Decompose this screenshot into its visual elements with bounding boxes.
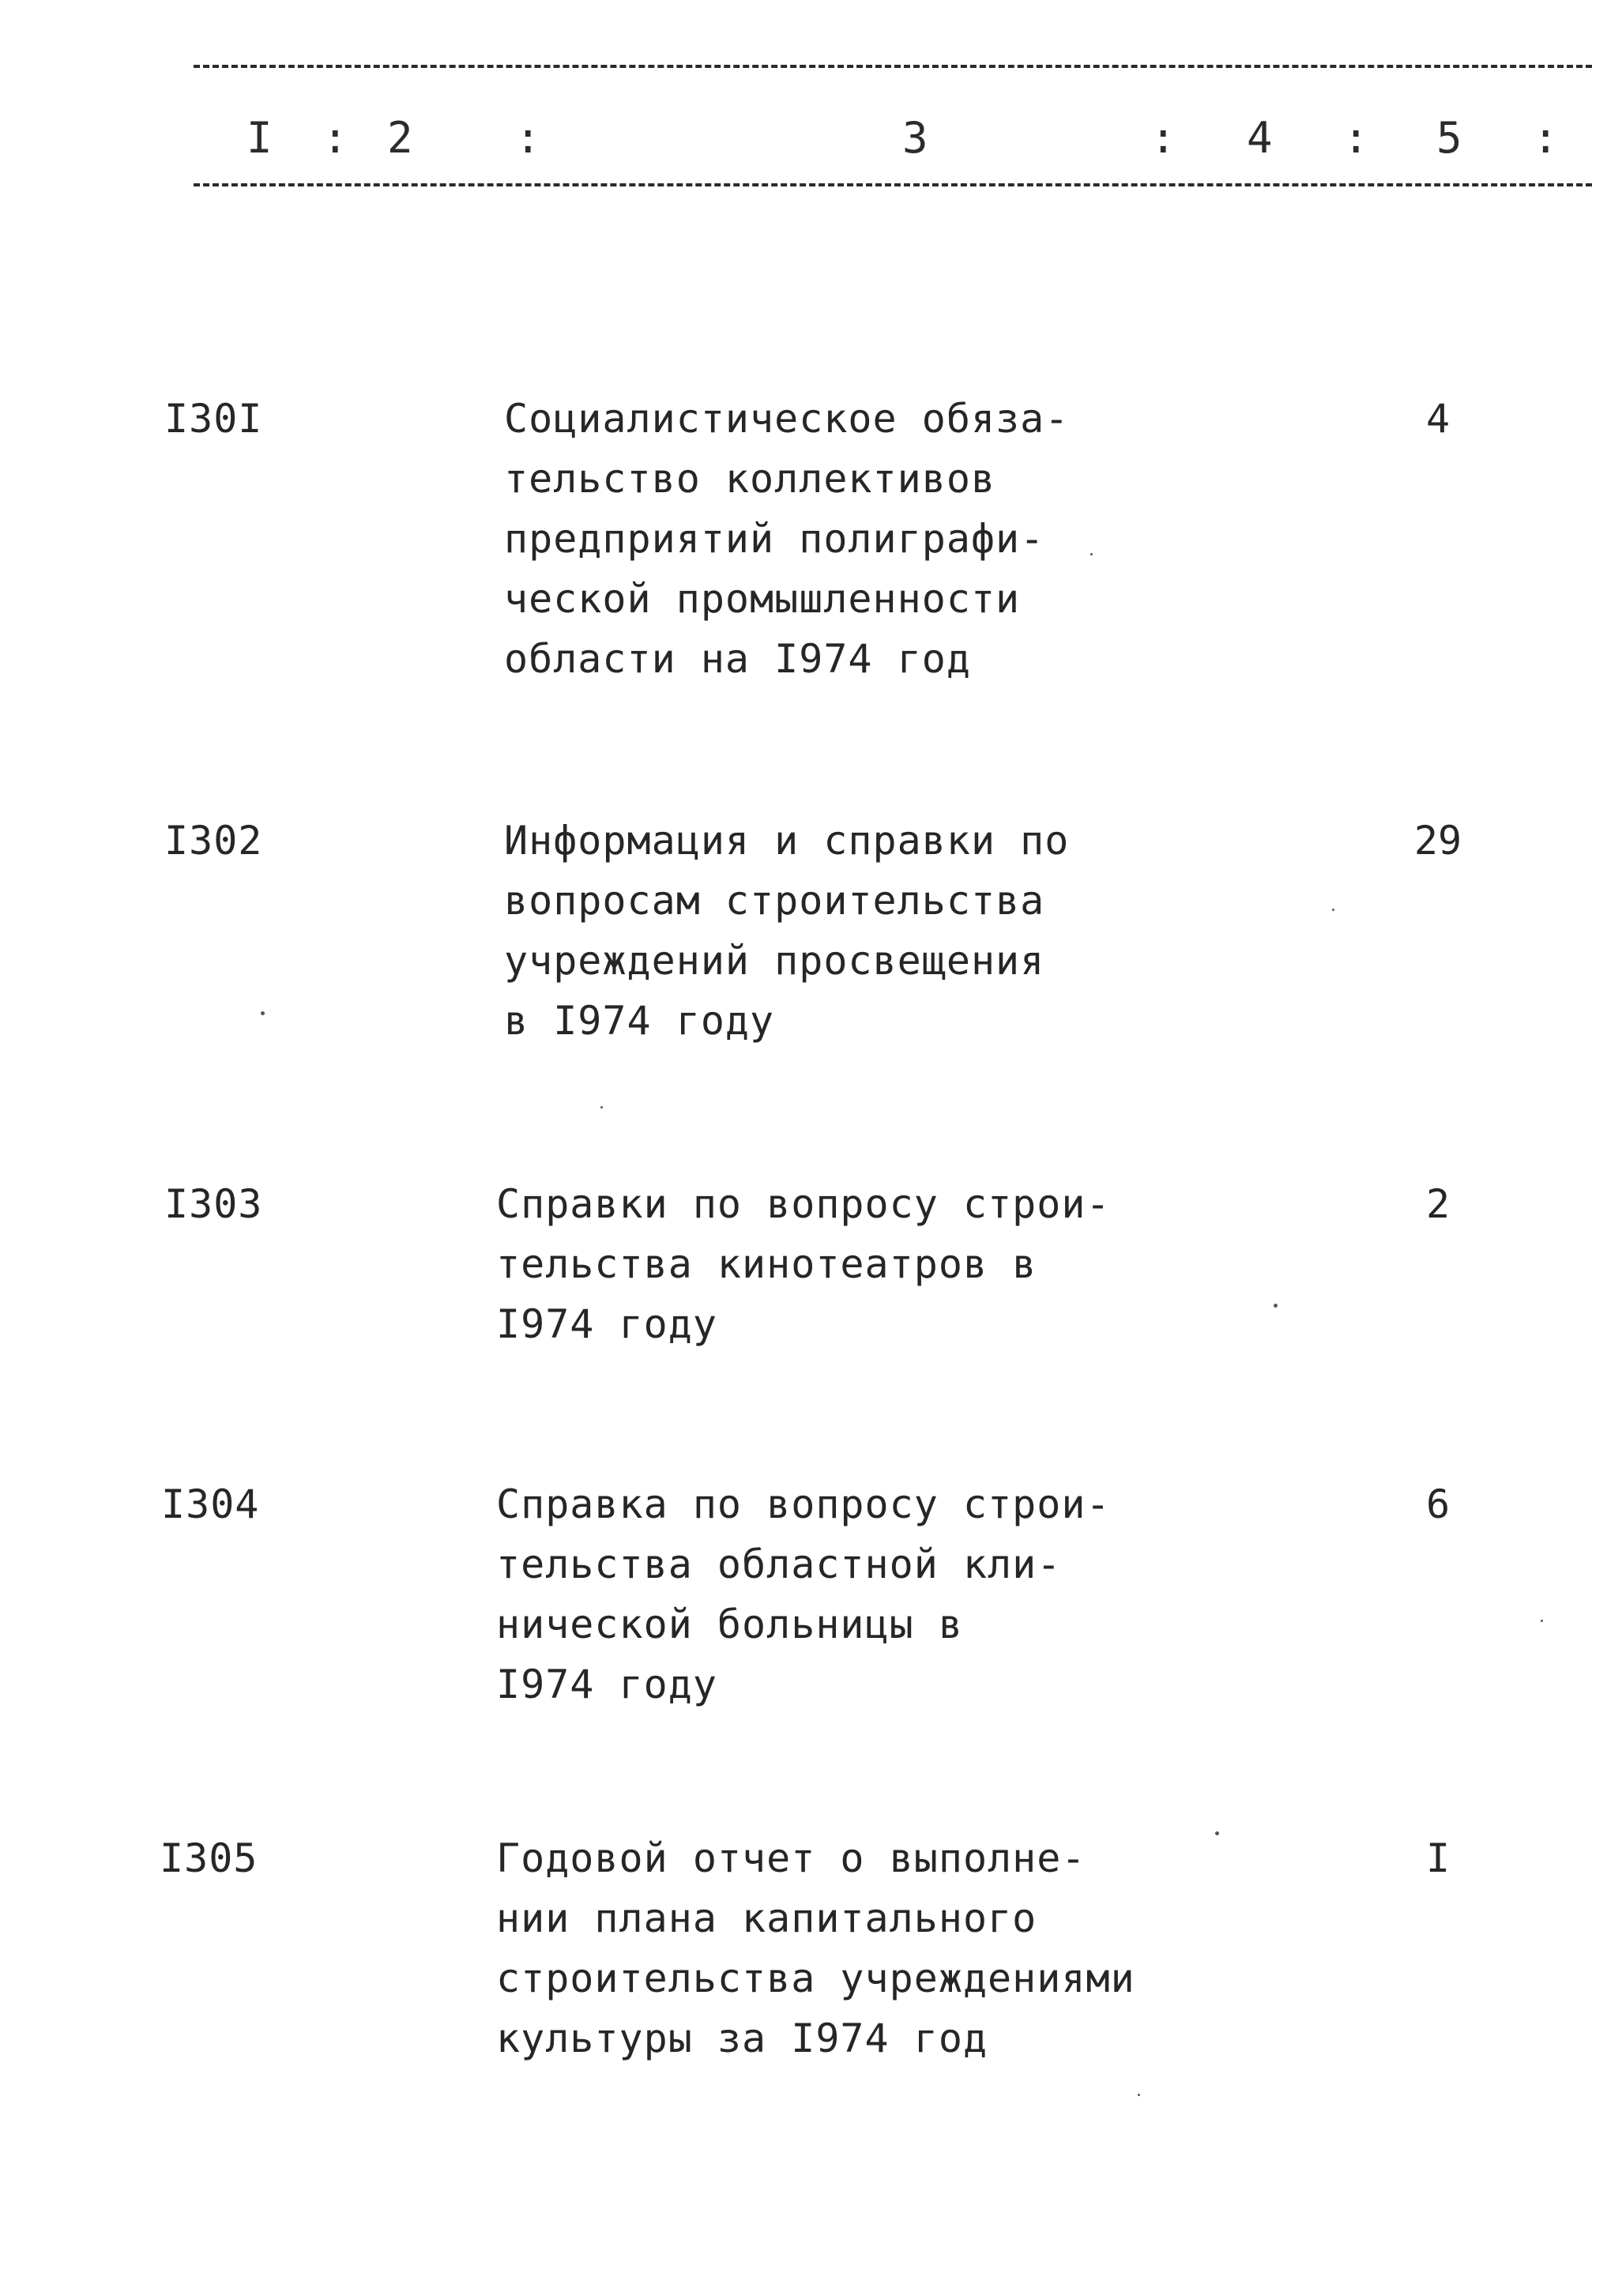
entry-title-line: Справка по вопросу строи- [496,1481,1111,1527]
header-top-dashed-rule [194,65,1592,68]
inventory-entry [0,811,1607,1063]
entry-sheet-count: 4 [1425,396,1451,442]
column-separator: : [1150,113,1176,163]
entry-title [504,811,1199,1051]
column-1-header: I [247,113,273,163]
scan-speck [1215,1831,1219,1835]
inventory-entry [0,1828,1607,2081]
entry-title-line: I974 году [496,1301,717,1347]
entry-title-line: ческой промышленности [504,576,1021,622]
inventory-entry [0,389,1607,705]
entry-number: I305 [160,1835,258,1881]
entry-title-line: Годовой отчет о выполне- [496,1835,1086,1881]
entry-title-line: области на I974 год [504,636,971,682]
entry-number: I304 [161,1481,260,1527]
entry-number: I302 [164,818,263,864]
entry-sheet-count: I [1425,1835,1451,1881]
column-separator: : [1533,113,1559,163]
column-separator: : [515,113,541,163]
entry-number: I30I [164,396,263,442]
entry-title [496,1474,1191,1714]
entry-title-line: Информация и справки по [504,818,1070,864]
scan-speck [1090,553,1093,555]
entry-title-line: вопросам строительства [504,878,1045,924]
scan-speck [1541,1620,1543,1622]
entry-title-line: нии плана капитального [496,1895,1037,1941]
entry-title [496,1828,1191,2068]
column-4-header: 4 [1247,113,1273,163]
entry-sheet-count: 29 [1413,818,1462,864]
entry-title-line: тельство коллективов [504,456,996,502]
column-separator: : [322,113,348,163]
column-header-row [0,111,1607,166]
scan-speck [600,1106,603,1108]
column-5-header: 5 [1436,113,1462,163]
header-bottom-dashed-rule [194,183,1592,186]
scan-speck [1332,909,1334,911]
inventory-entry [0,1474,1607,1727]
entry-sheet-count: 2 [1425,1181,1451,1227]
entry-title-line: тельства кинотеатров в [496,1241,1037,1287]
entry-title [496,1174,1191,1354]
column-separator: : [1343,113,1369,163]
entry-title [504,389,1199,689]
column-3-header: 3 [902,113,928,163]
entry-title-line: культуры за I974 год [496,2016,988,2061]
entry-title-line: строительства учреждениями [496,1955,1135,2001]
entry-title-line: предприятий полиграфи- [504,516,1045,562]
entry-title-line: Социалистическое обяза- [504,396,1070,442]
entry-sheet-count: 6 [1425,1481,1451,1527]
column-2-header: 2 [387,113,413,163]
inventory-entry [0,1174,1607,1364]
entry-number: I303 [164,1181,263,1227]
entry-title-line: I974 году [496,1662,717,1707]
scan-speck [1274,1304,1278,1308]
scan-speck [1138,2094,1140,2096]
entry-title-line: учреждений просвещения [504,938,1045,984]
entry-title-line: тельства областной кли- [496,1541,1062,1587]
entry-title-line: Справки по вопросу строи- [496,1181,1111,1227]
scan-speck [261,1011,265,1015]
entry-title-line: нической больницы в [496,1602,963,1647]
entry-title-line: в I974 году [504,998,775,1044]
